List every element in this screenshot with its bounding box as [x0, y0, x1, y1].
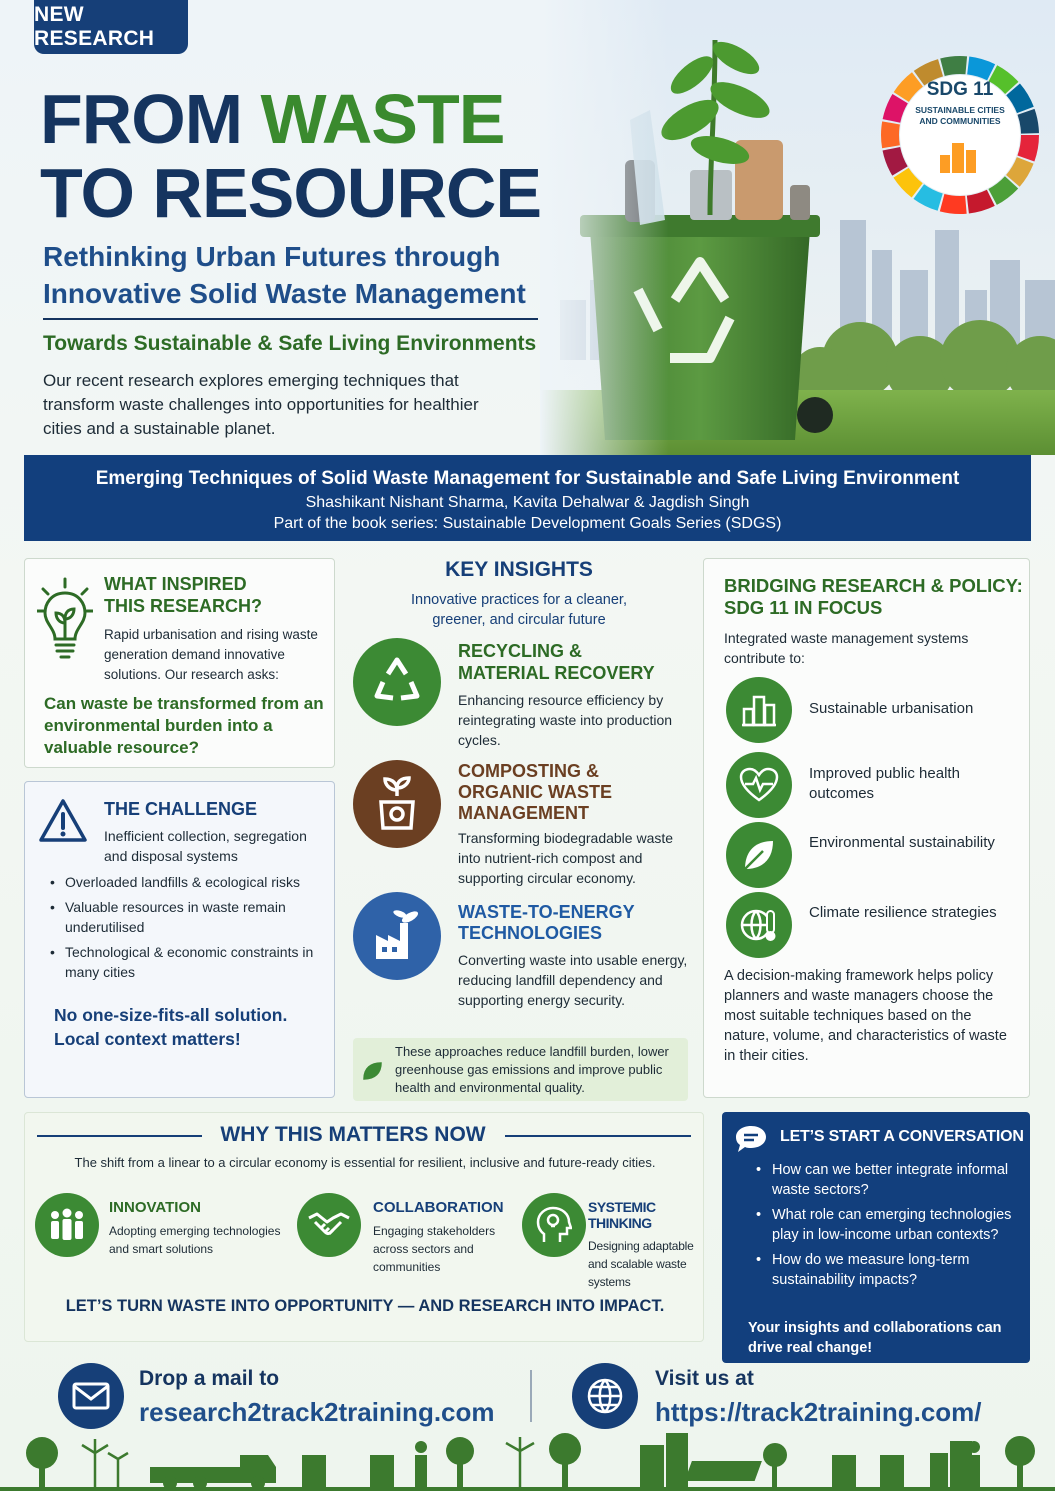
- inspired-card: [24, 558, 335, 768]
- insights-heading: KEY INSIGHTS: [445, 558, 593, 581]
- why-section: [24, 1112, 704, 1342]
- policy-item-label: Environmental sustainability: [809, 834, 995, 851]
- policy-intro: Integrated waste management systems contribute to:: [724, 630, 969, 666]
- web-label: Visit us at: [655, 1367, 754, 1390]
- globe-thermometer-icon: [726, 892, 792, 958]
- lightbulb-icon: [37, 577, 93, 663]
- challenge-card: [24, 781, 335, 1098]
- conversation-closing: Your insights and collaborations can drive real change!: [748, 1320, 1002, 1356]
- leaf-icon: [726, 822, 792, 888]
- city-silhouette-illustration: [0, 1425, 1055, 1491]
- challenge-bullet: • Overloaded landfills & ecological risks: [50, 874, 300, 890]
- why-heading: WHY THIS MATTERS NOW: [220, 1123, 486, 1146]
- insight-composting: [458, 761, 688, 888]
- policy-item-label: Sustainable urbanisation: [809, 700, 974, 717]
- why-item-title: COLLABORATION: [373, 1199, 504, 1216]
- compost-icon: [353, 760, 441, 848]
- leaf-icon: [361, 1060, 383, 1082]
- conversation-question: • How can we better integrate informal waste sectors?: [756, 1162, 1009, 1198]
- insight-title: RECYCLING & MATERIAL RECOVERY: [458, 641, 655, 683]
- globe-icon: [572, 1363, 638, 1429]
- policy-closing: A decision-making framework helps policy planners and waste managers choose the most suitable techniques based on the nature, volume, and characteristics of waste in their cities.: [724, 968, 1007, 1064]
- divider: [37, 1135, 202, 1137]
- intro-text: Our recent research explores emerging techniques that transform waste challenges into opportunities for healthier cities and a sustainable planet.: [43, 371, 479, 438]
- insight-text: Enhancing resource efficiency by reintegrating waste into production cycles.: [458, 692, 673, 748]
- insight-title: WASTE-TO-ENERGY TECHNOLOGIES: [458, 902, 635, 943]
- city-icon: [726, 677, 792, 743]
- inspired-question: Can waste be transformed from an environmental burden into a valuable resource?: [44, 694, 324, 757]
- factory-energy-icon: [353, 892, 441, 980]
- why-item-text: Adopting emerging technologies and smart solutions: [109, 1224, 281, 1256]
- conversation-heading: LET’S START A CONVERSATION: [780, 1128, 1024, 1145]
- title-line-2: TO RESOURCE: [40, 154, 542, 232]
- challenge-bullet: • Valuable resources in waste remain underutilised: [50, 899, 286, 935]
- why-text: The shift from a linear to a circular economy is essential for resilient, inclusive and future-ready cities.: [74, 1155, 656, 1170]
- inspired-heading: WHAT INSPIRED THIS RESEARCH?: [104, 574, 263, 616]
- footer-divider: [530, 1370, 532, 1422]
- book-authors: Shashikant Nishant Sharma, Kavita Dehalwar & Jagdish Singh: [305, 494, 750, 511]
- policy-heading: BRIDGING RESEARCH & POLICY: SDG 11 IN FOCUS: [724, 575, 1023, 618]
- insights-note: [353, 1038, 688, 1101]
- sdg-11-emblem: [880, 55, 1040, 215]
- conversation-question: • What role can emerging technologies play in low-income urban contexts?: [756, 1207, 1012, 1243]
- warning-icon: [38, 798, 88, 844]
- challenge-heading: THE CHALLENGE: [104, 799, 257, 819]
- sdg-caption: SUSTAINABLE CITIES AND COMMUNITIES: [915, 105, 1005, 126]
- subtitle: Rethinking Urban Futures through Innovative Solid Waste Management: [43, 241, 526, 309]
- note-text: These approaches reduce landfill burden, lower greenhouse gas emissions and improve public health and environmental quality.: [395, 1044, 669, 1095]
- head-lightbulb-icon: [522, 1193, 586, 1257]
- why-item-title: SYSTEMIC THINKING: [588, 1199, 656, 1231]
- mail-icon: [58, 1363, 124, 1429]
- policy-item-label: Improved public health outcomes: [809, 765, 960, 802]
- insight-recycling: [458, 640, 688, 750]
- insight-text: Converting waste into usable energy, reducing landfill dependency and supporting energy security.: [458, 952, 688, 1008]
- insight-text: Transforming biodegradable waste into nutrient-rich compost and supporting circular economy.: [458, 830, 674, 886]
- why-item-title: INNOVATION: [109, 1199, 201, 1216]
- chat-bubble-icon: [734, 1124, 768, 1154]
- sdg-label: SDG 11: [926, 79, 994, 100]
- why-closing: LET’S TURN WASTE INTO OPPORTUNITY — AND RESEARCH INTO IMPACT.: [65, 1297, 665, 1315]
- new-research-badge: NEW RESEARCH: [34, 0, 188, 54]
- book-banner: [24, 455, 1031, 541]
- why-item-text: Designing adaptable and scalable waste systems: [588, 1239, 694, 1289]
- conversation-question: • How do we measure long-term sustainability impacts?: [756, 1252, 970, 1288]
- tagline: Towards Sustainable & Safe Living Environments: [43, 332, 537, 355]
- recycle-icon: [353, 638, 441, 726]
- policy-card: [703, 558, 1030, 1098]
- why-item-innovation: [109, 1199, 289, 1258]
- heart-pulse-icon: [726, 752, 792, 818]
- policy-item-label: Climate resilience strategies: [809, 904, 997, 921]
- handshake-icon: [297, 1193, 361, 1257]
- insight-waste-to-energy: [458, 902, 688, 1010]
- mail-address[interactable]: research2track2training.com: [139, 1397, 495, 1427]
- conversation-card: [722, 1112, 1030, 1363]
- footer: [0, 1355, 1055, 1491]
- conversation-questions: [756, 1160, 1016, 1290]
- insights-subheading: Innovative practices for a cleaner, greener, and circular future: [410, 592, 627, 628]
- why-item-collaboration: [373, 1199, 523, 1276]
- title-line-1: FROM WASTE: [40, 80, 505, 158]
- challenge-bullets: [50, 872, 330, 982]
- why-item-text: Engaging stakeholders across sectors and communities: [373, 1224, 496, 1274]
- inspired-text: Rapid urbanisation and rising waste generation demand innovative solutions. Our research asks:: [104, 627, 318, 682]
- book-series: Part of the book series: Sustainable Development Goals Series (SDGS): [273, 515, 782, 532]
- challenge-text: Inefficient collection, segregation and disposal systems: [104, 828, 307, 864]
- why-item-systemic: [588, 1199, 708, 1291]
- book-title: Emerging Techniques of Solid Waste Management for Sustainable and Safe Living Environment: [95, 468, 960, 489]
- key-insights: [346, 558, 692, 630]
- people-icon: [35, 1193, 99, 1257]
- web-link[interactable]: https://track2training.com/: [655, 1397, 982, 1427]
- insight-title: COMPOSTING & ORGANIC WASTE MANAGEMENT: [458, 761, 613, 823]
- divider: [43, 318, 538, 320]
- challenge-closing: No one-size-fits-all solution. Local context matters!: [54, 1005, 288, 1049]
- divider: [505, 1135, 691, 1137]
- challenge-bullet: • Technological & economic constraints in many cities: [50, 944, 314, 980]
- mail-label: Drop a mail to: [139, 1367, 280, 1390]
